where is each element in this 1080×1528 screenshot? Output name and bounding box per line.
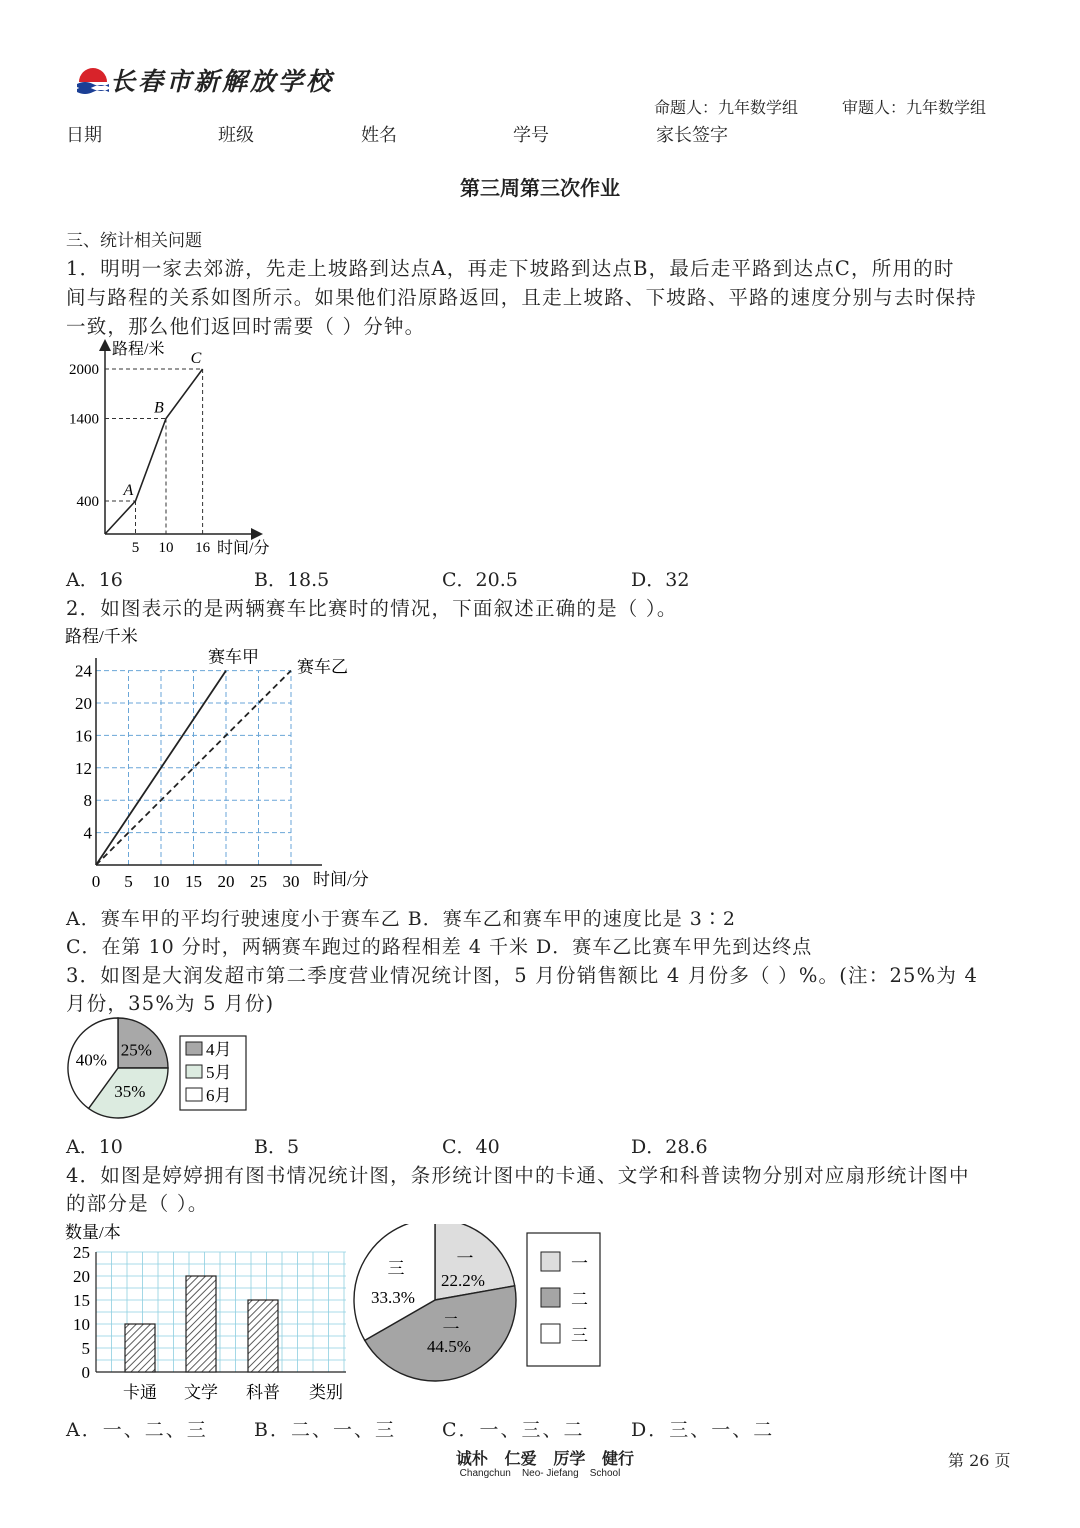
q1-line-series xyxy=(105,369,203,534)
q2-ytick-label: 12 xyxy=(75,758,92,778)
q4-ytick-label: 10 xyxy=(73,1315,90,1334)
q4-ytick-label: 15 xyxy=(73,1291,90,1310)
q3-option-d: D．28.6 xyxy=(631,1136,708,1158)
field-date: 日期 xyxy=(66,125,102,146)
q4-slice-name: 三 xyxy=(387,1259,405,1278)
q4-slice-value: 44.5% xyxy=(427,1337,471,1356)
q1-option-c: C．20.5 xyxy=(442,569,518,591)
q4-option-a: A．一、二、三 xyxy=(66,1419,208,1441)
q2-series-label: 赛车甲 xyxy=(208,647,259,667)
q2-line: 2．如图表示的是两辆赛车比赛时的情况，下面叙述正确的是（ ）。 xyxy=(66,597,678,620)
q2-ylabel: 路程/千米 xyxy=(65,627,138,646)
q4-line-1: 4．如图是婷婷拥有图书情况统计图，条形统计图中的卡通、文学和科普读物分别对应扇形统计图中 xyxy=(66,1164,970,1187)
field-parent-signature: 家长签字 xyxy=(656,125,728,146)
q1-option-d: D．32 xyxy=(631,569,690,591)
school-name: 长春市新解放学校 xyxy=(110,67,335,96)
q4-pie-chart xyxy=(350,1224,610,1384)
q1-line-2: 间与路程的关系如图所示。如果他们沿原路返回，且走上坡路、下坡路、平路的速度分别与去时保持 xyxy=(66,286,977,309)
q3-option-b: B．5 xyxy=(254,1136,300,1158)
field-class: 班级 xyxy=(218,125,254,146)
q1-xlabel: 时间/分 xyxy=(217,540,270,557)
q2-xtick-label: 15 xyxy=(185,872,202,891)
q4-legend-label: 一 xyxy=(571,1254,588,1273)
q3-legend-swatch xyxy=(186,1042,202,1055)
school-logo xyxy=(76,60,335,96)
q3-option-a: A．10 xyxy=(66,1136,123,1158)
q2-chart xyxy=(60,620,400,895)
q3-option-c: C．40 xyxy=(442,1136,500,1158)
field-student-id: 学号 xyxy=(513,125,549,146)
q4-option-c: C．一、三、二 xyxy=(442,1419,585,1441)
q1-point-label: B xyxy=(154,399,164,417)
q2-ytick-label: 16 xyxy=(75,726,92,746)
q4-bar xyxy=(248,1300,278,1372)
q2-xtick-label: 20 xyxy=(217,872,235,891)
q3-legend-swatch xyxy=(186,1065,202,1078)
q4-bar-chart xyxy=(60,1216,360,1406)
q1-option-b: B．18.5 xyxy=(254,569,330,591)
q4-category-label: 卡通 xyxy=(123,1383,157,1402)
q2-option-line-2: C．在第 10 分时，两辆赛车跑过的路程相差 4 千米 D．赛车乙比赛车甲先到达终点 xyxy=(66,936,813,958)
q4-legend-swatch xyxy=(541,1288,560,1307)
q3-legend-swatch xyxy=(186,1088,202,1101)
q4-ytick-label: 25 xyxy=(73,1243,90,1262)
q2-ytick-label: 4 xyxy=(83,823,92,843)
q4-category-label: 科普 xyxy=(246,1383,280,1402)
q1-point-label: C xyxy=(190,350,202,367)
q2-option-line-1: A．赛车甲的平均行驶速度小于赛车乙 B．赛车乙和赛车甲的速度比是 3∶2 xyxy=(66,908,736,930)
q1-xtick-label: 10 xyxy=(158,540,174,556)
q2-ytick-label: 20 xyxy=(75,694,92,713)
q4-option-b: B．二、一、三 xyxy=(254,1419,396,1441)
q4-slice-value: 22.2% xyxy=(441,1271,485,1290)
q4-xlabel: 类别 xyxy=(309,1383,343,1402)
q1-point-label: A xyxy=(123,482,134,499)
q3-slice-label: 25% xyxy=(120,1040,152,1060)
q3-slice-label: 40% xyxy=(75,1050,107,1070)
q4-legend-label: 二 xyxy=(571,1290,588,1309)
q2-xtick-label: 25 xyxy=(250,872,267,891)
field-name: 姓名 xyxy=(361,125,397,146)
q2-ytick-label: 8 xyxy=(83,791,92,811)
footer-english: Changchun Neo- Jiefang School xyxy=(459,1468,621,1479)
q4-ytick-label: 0 xyxy=(81,1363,90,1382)
q1-xtick-label: 5 xyxy=(131,540,140,556)
q4-legend-label: 三 xyxy=(571,1326,588,1345)
q4-line-2: 的部分是（ ）。 xyxy=(66,1192,209,1215)
author-text: 命题人：九年数学组 xyxy=(654,98,799,117)
q1-xtick-label: 16 xyxy=(195,540,211,556)
footer-motto: 诚朴 仁爱 厉学 健行 xyxy=(455,1449,635,1468)
q3-legend-label: 4月 xyxy=(206,1040,232,1059)
q1-chart xyxy=(60,334,290,566)
q2-series-label: 赛车乙 xyxy=(297,657,348,677)
q4-slice-value: 33.3% xyxy=(371,1288,415,1307)
q1-line-1: 1．明明一家去郊游，先走上坡路到达点A，再走下坡路到达点B，最后走平路到达点C，所用的时 xyxy=(66,257,955,280)
q1-option-a: A．16 xyxy=(66,569,123,591)
q4-ylabel: 数量/本 xyxy=(65,1223,121,1242)
q1-ytick-label: 1400 xyxy=(69,411,99,428)
q3-legend-label: 6月 xyxy=(206,1086,232,1105)
q4-legend-swatch xyxy=(541,1252,560,1271)
q4-legend-box xyxy=(527,1233,600,1366)
q4-ytick-label: 20 xyxy=(73,1267,90,1286)
q4-slice-name: 二 xyxy=(442,1314,460,1333)
q4-bar xyxy=(125,1324,155,1372)
q2-xtick-label: 0 xyxy=(91,872,101,891)
q2-ytick-label: 24 xyxy=(75,661,92,681)
q2-xtick-label: 5 xyxy=(124,872,133,891)
q3-slice-label: 35% xyxy=(114,1082,146,1102)
q4-ytick-label: 5 xyxy=(81,1339,90,1358)
q2-xlabel: 时间/分 xyxy=(313,870,369,889)
q1-ytick-label: 2000 xyxy=(69,362,99,378)
section-heading: 三、统计相关问题 xyxy=(66,231,202,251)
q3-legend-label: 5月 xyxy=(206,1063,232,1082)
q3-line-1: 3．如图是大润发超市第二季度营业情况统计图，5 月份销售额比 4 月份多（ ）%。(注：25%为 4 xyxy=(66,964,979,987)
q3-line-2: 月份，35%为 5 月份) xyxy=(66,992,275,1015)
q2-xtick-label: 30 xyxy=(282,872,300,891)
reviewer-text: 审题人：九年数学组 xyxy=(842,98,987,117)
q1-line-3: 一致，那么他们返回时需要（ ）分钟。 xyxy=(66,315,426,338)
q2-xtick-label: 10 xyxy=(152,872,170,891)
page-title: 第三周第三次作业 xyxy=(460,176,620,200)
q4-bar xyxy=(186,1276,216,1372)
q4-category-label: 文学 xyxy=(184,1383,218,1402)
q4-option-d: D．三、一、二 xyxy=(631,1419,775,1441)
q4-slice-name: 一 xyxy=(456,1249,474,1268)
q1-ytick-label: 400 xyxy=(76,494,99,510)
q3-chart xyxy=(60,1014,260,1134)
q1-ylabel: 路程/米 xyxy=(112,341,165,358)
q4-legend-swatch xyxy=(541,1324,560,1343)
page-number: 第 26 页 xyxy=(948,1451,1011,1470)
